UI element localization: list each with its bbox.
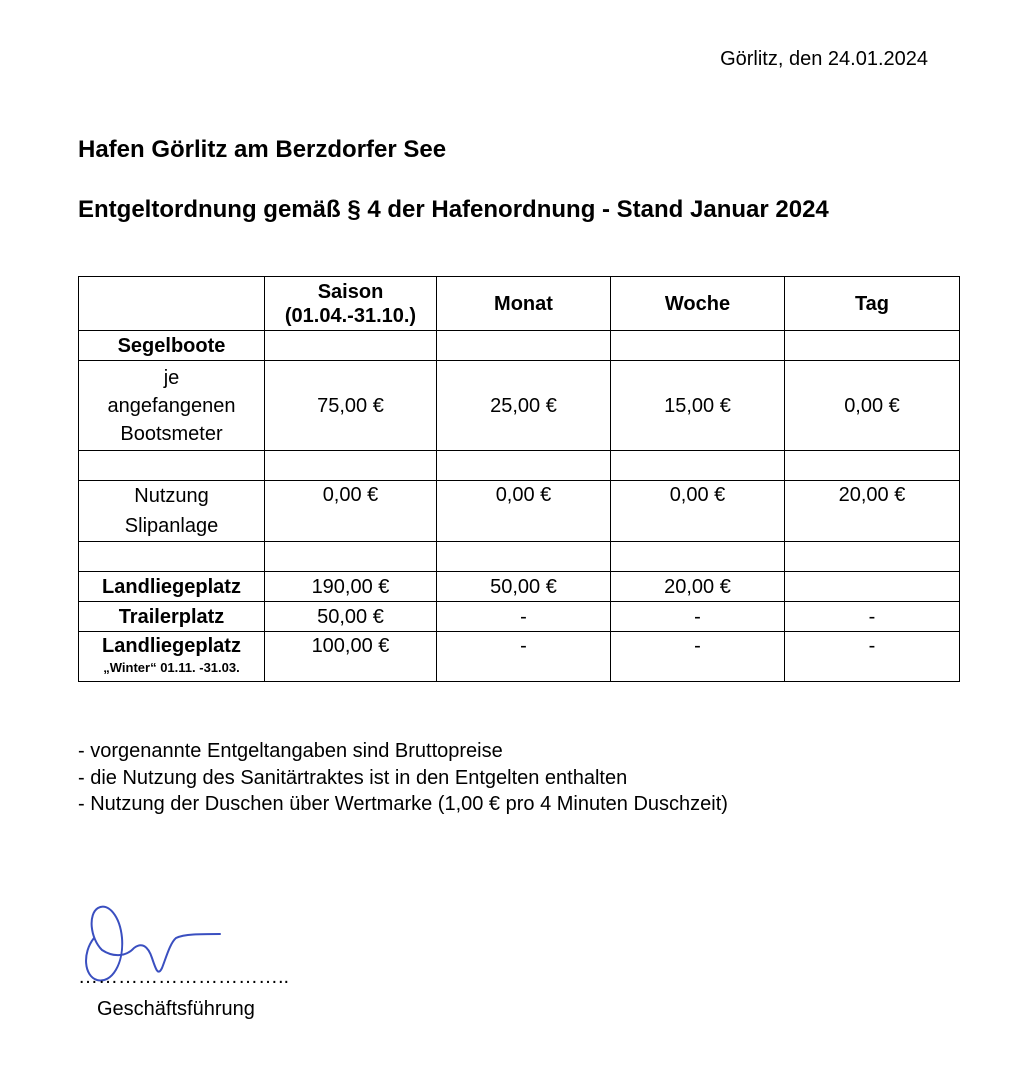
table-row [79, 331, 960, 361]
fee-table [78, 276, 960, 682]
slip-line1: Nutzung [134, 485, 209, 507]
row-label-per-meter [79, 361, 265, 451]
land-winter-day: - [785, 632, 960, 682]
per-meter-line3: Bootsmeter [120, 422, 223, 445]
trailer-month: - [437, 602, 611, 632]
note-item: - die Nutzung des Sanitärtraktes ist in den Entgelten enthalten [78, 766, 628, 789]
per-meter-week: 15,00 € [611, 361, 785, 451]
empty-cell [437, 331, 611, 361]
per-meter-line2: angefangenen [107, 394, 236, 417]
signature-line: ………………………….. [78, 966, 290, 988]
header-day: Tag [785, 277, 960, 331]
empty-cell [265, 331, 437, 361]
header-month: Monat [437, 277, 611, 331]
row-label-trailer: Trailerplatz [79, 602, 265, 632]
table-row-spacer [79, 542, 960, 572]
empty-cell [265, 451, 437, 481]
slip-day: 20,00 € [785, 481, 960, 542]
per-meter-season: 75,00 € [265, 361, 437, 451]
empty-cell [785, 331, 960, 361]
header-week: Woche [611, 277, 785, 331]
per-meter-day: 0,00 € [785, 361, 960, 451]
header-season-label: Saison [317, 280, 384, 303]
empty-cell [611, 542, 785, 572]
page-subtitle: Entgeltordnung gemäß § 4 der Hafenordnung - Stand Januar 2024 [78, 196, 829, 223]
table-row [79, 602, 960, 632]
empty-cell [265, 542, 437, 572]
trailer-day: - [785, 602, 960, 632]
table-row [79, 572, 960, 602]
header-season [265, 277, 437, 331]
empty-cell [437, 451, 611, 481]
note-item: - vorgenannte Entgeltangaben sind Bruttopreise [78, 740, 503, 762]
slip-line2: Slipanlage [124, 515, 219, 537]
empty-cell [79, 542, 265, 572]
slip-week: 0,00 € [611, 481, 785, 542]
land-winter-season: 100,00 € [265, 632, 437, 682]
land-winter-label: Landliegeplatz [102, 635, 241, 657]
land-week: 20,00 € [611, 572, 785, 602]
slip-month: 0,00 € [437, 481, 611, 542]
table-row [79, 361, 960, 451]
land-season: 190,00 € [265, 572, 437, 602]
page-title: Hafen Görlitz am Berzdorfer See [78, 136, 447, 163]
table-row [79, 632, 960, 682]
empty-cell [785, 451, 960, 481]
table-row [79, 481, 960, 542]
land-month: 50,00 € [437, 572, 611, 602]
empty-cell [611, 331, 785, 361]
land-winter-month: - [437, 632, 611, 682]
trailer-week: - [611, 602, 785, 632]
header-season-range: (01.04.-31.10.) [284, 304, 417, 327]
row-label-sailboats: Segelboote [79, 331, 265, 361]
row-label-slip [79, 481, 265, 542]
land-winter-sublabel: „Winter“ 01.11. -31.03. [103, 660, 240, 675]
signature-role: Geschäftsführung [97, 998, 255, 1020]
table-row-spacer [79, 451, 960, 481]
row-label-land-berth: Landliegeplatz [79, 572, 265, 602]
land-day [785, 572, 960, 602]
row-label-land-winter [79, 632, 265, 682]
note-item: - Nutzung der Duschen über Wertmarke (1,00 € pro 4 Minuten Duschzeit) [78, 793, 728, 815]
per-meter-line1: je [163, 366, 180, 389]
per-meter-month: 25,00 € [437, 361, 611, 451]
trailer-season: 50,00 € [265, 602, 437, 632]
notes-list [78, 738, 728, 818]
document-date: Görlitz, den 24.01.2024 [720, 48, 928, 70]
empty-cell [785, 542, 960, 572]
table-header-row [79, 277, 960, 331]
empty-cell [437, 542, 611, 572]
header-blank [79, 277, 265, 331]
empty-cell [79, 451, 265, 481]
slip-season: 0,00 € [265, 481, 437, 542]
land-winter-week: - [611, 632, 785, 682]
empty-cell [611, 451, 785, 481]
